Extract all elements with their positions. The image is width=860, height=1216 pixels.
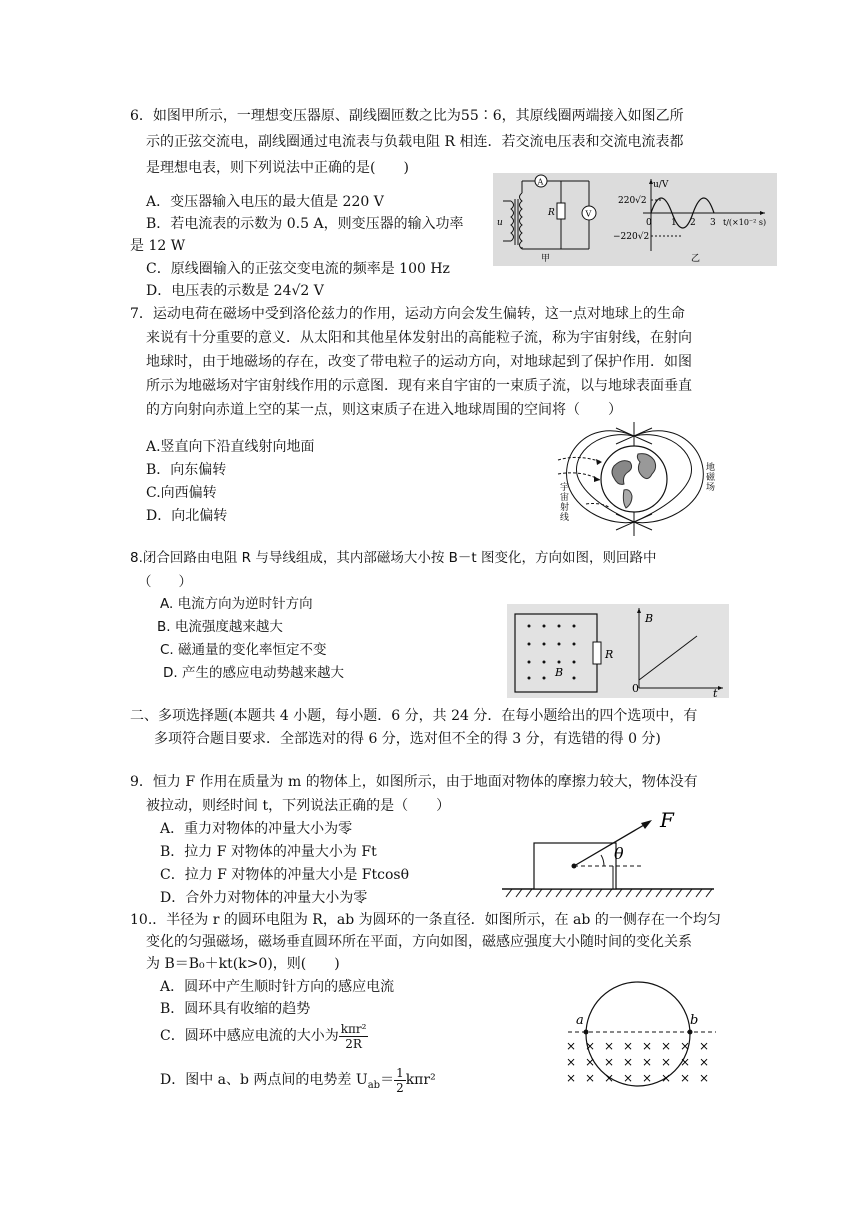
q10-fig-cross: × [661,1071,672,1085]
section2-heading-line2: 多项符合题目要求．全部选对的得 6 分，选对但不全的得 3 分，有选错的得 0 分) [154,731,661,747]
q8-fig-t-axis: t [713,687,718,698]
q10-option-d-fraction [394,1066,406,1095]
q9-stem-line1: 9．恒力 F 作用在质量为 m 的物体上，如图所示，由于地面对物体的摩擦力较大，物体没有 [130,774,698,790]
q7-fig-field-1: 地 [706,463,716,473]
q9-figure [500,805,716,901]
q6-option-d: D．电压表的示数是 24√2 V [146,283,324,299]
q6-fig-voltmeter: V [585,209,592,219]
q7-stem-line1: 7．运动电荷在磁场中受到洛伦兹力的作用，运动方向会发生偏转，这一点对地球上的生命 [130,306,685,322]
q7-fig-field-3: 场 [706,483,716,493]
q6-fig-r-label: R [548,208,555,218]
q6-figure [493,173,777,266]
q8-option-c: C. 磁通量的变化率恒定不变 [160,642,327,658]
q9-option-b: B．拉力 F 对物体的冲量大小为 Ft [160,844,377,860]
q9-option-a: A．重力对物体的冲量大小为零 [160,821,353,837]
q10-fig-cross: × [642,1055,653,1069]
q10-fig-cross: × [699,1055,710,1069]
q10-fig-b-label: b [690,1013,699,1028]
q10-fig-cross: × [680,1071,691,1085]
q10-option-c [160,1016,368,1056]
q7-option-a: A.竖直向下沿直线射向地面 [146,439,315,455]
q10-fig-cross: × [699,1039,710,1053]
q10-figure [566,968,720,1092]
q10-fig-cross: × [566,1039,577,1053]
q7-stem-line3: 地球时，由于地磁场的存在，改变了带电粒子的运动方向，对地球起到了保护作用．如图 [146,354,692,370]
q7-stem-line5: 的方向射向赤道上空的某一点，则这束质子在进入地球周围的空间将（ ） [146,402,622,418]
q10-option-d-denominator: 2 [396,1080,404,1095]
q7-option-c: C.向西偏转 [146,485,217,501]
q6-fig-label-yi: 乙 [691,254,701,264]
q6-fig-t3: 3 [710,218,716,228]
q7-fig-cosmic-4: 线 [560,513,570,523]
q10-fig-cross: × [566,1055,577,1069]
q10-fig-cross: × [642,1071,653,1085]
q10-option-c-fraction [339,1022,369,1051]
q7-fig-field-2: 磁 [706,473,716,483]
q10-fig-cross: × [585,1039,596,1053]
q7-fig-cosmic-2: 宙 [560,493,570,503]
q10-fig-cross: × [585,1055,596,1069]
q9-option-c: C．拉力 F 对物体的冲量大小是 Ftcosθ [160,867,409,883]
q10-option-d-subscript: ab [367,1079,381,1091]
q8-fig-origin: 0 [632,682,639,695]
q7-fig-cosmic-3: 射 [560,503,570,513]
q10-fig-cross: × [623,1071,634,1085]
q10-fig-cross: × [604,1039,615,1053]
q8-option-b: B. 电流强度越来越大 [157,619,283,635]
q10-fig-cross: × [566,1071,577,1085]
q10-stem-line1: 10.．半径为 r 的圆环电阻为 R，ab 为圆环的一条直径．如图所示，在 ab 的一侧存在一个均匀 [130,912,721,928]
q6-stem-line3: 是理想电表，则下列说法中正确的是( ) [146,160,409,176]
q6-fig-t1: 1 [671,218,677,228]
q10-fig-cross: × [661,1039,672,1053]
q10-option-a: A．圆环中产生顺时针方向的感应电流 [160,979,395,995]
q7-stem-line2: 来说有十分重要的意义．从太阳和其他星体发射出的高能粒子流，称为宇宙射线，在射向 [146,330,692,346]
q6-fig-t2: 2 [690,218,696,228]
q10-fig-cross: × [604,1071,615,1085]
q8-fig-b-axis: B [645,612,654,625]
q10-fig-cross: × [623,1039,634,1053]
q10-fig-a-label: a [576,1013,584,1028]
q6-fig-ammeter: A [537,177,544,187]
q6-fig-u-axis: u/V [653,180,669,190]
q6-option-b-cont: 是 12 W [130,238,186,254]
q8-stem-line1: 8.闭合回路由电阻 R 与导线组成，其内部磁场大小按 B－t 图变化，方向如图，则回路中 [130,550,657,566]
q6-fig-neg-peak: −220√2 [613,232,650,242]
q6-fig-label-jia: 甲 [541,254,551,264]
q10-option-b: B．圆环具有收缩的趋势 [160,1001,311,1017]
q6-fig-t0: 0 [646,218,652,228]
q10-fig-cross: × [661,1055,672,1069]
q10-fig-cross: × [585,1071,596,1085]
q10-option-c-denominator: 2R [345,1036,362,1051]
q8-fig-b-inside: B [555,666,564,679]
q6-fig-pos-peak: 220√2 [618,196,647,206]
q7-stem-line4: 所示为地磁场对宇宙射线作用的示意图．现有来自宇宙的一束质子流，以与地球表面垂直 [146,378,692,394]
q6-stem-line1: 6．如图甲所示，一理想变压器原、副线圈匝数之比为55∶6，其原线圈两端接入如图乙所 [130,108,684,124]
q7-option-d: D．向北偏转 [146,508,228,524]
q10-fig-cross: × [680,1055,691,1069]
q10-option-c-text: C．圆环中感应电流的大小为 [160,1028,339,1044]
q7-option-b: B．向东偏转 [146,462,227,478]
q6-option-b: B．若电流表的示数为 0.5 A，则变压器的输入功率 [146,216,464,232]
q8-stem-line2: （ ） [138,574,192,590]
q10-option-d-text: D．图中 a、b 两点间的电势差 U [160,1072,368,1088]
q6-fig-t-axis: t/(×10⁻² s) [723,218,767,227]
q9-fig-force-label: F [660,808,674,832]
q10-fig-cross: × [680,1039,691,1053]
q8-figure [507,604,729,698]
q9-fig-theta-label: θ [614,844,624,863]
q10-option-d-tail: kπr² [405,1072,436,1088]
section2-heading-line1: 二、多项选择题(本题共 4 小题，每小题．6 分，共 24 分．在每小题给出的四个选项中，有 [130,708,698,724]
q10-stem-line3: 为 B＝B₀＋kt(k>0)，则( ) [146,956,340,972]
q7-figure [556,418,720,540]
q6-stem-line2: 示的正弦交流电，副线圈通过电流表与负载电阻 R 相连．若交流电压表和交流电流表都 [146,134,684,150]
q10-option-d-numerator: 1 [396,1065,404,1080]
q6-fig-u-label: u [497,218,503,228]
q8-fig-r-label: R [605,648,614,661]
q9-option-d: D．合外力对物体的冲量大小为零 [160,890,368,906]
q10-fig-cross: × [699,1071,710,1085]
q7-fig-cosmic-1: 宇 [560,483,570,493]
q9-stem-line2: 被拉动，则经时间 t，下列说法正确的是（ ） [146,798,451,814]
q10-option-c-numerator: kπr² [340,1021,367,1036]
q8-option-a: A. 电流方向为逆时针方向 [160,596,313,612]
q10-option-d [160,1060,436,1106]
q6-option-c: C．原线圈输入的正弦交变电流的频率是 100 Hz [146,261,450,277]
q10-stem-line2: 变化的匀强磁场，磁场垂直圆环所在平面，方向如图，磁感应强度大小随时间的变化关系 [146,934,692,950]
q10-fig-cross: × [604,1055,615,1069]
q10-fig-cross: × [623,1055,634,1069]
q8-option-d: D. 产生的感应电动势越来越大 [163,665,344,681]
q10-fig-cross: × [642,1039,653,1053]
q6-option-a: A．变压器输入电压的最大值是 220 V [146,194,384,210]
q10-option-d-equals: ＝ [380,1072,395,1088]
